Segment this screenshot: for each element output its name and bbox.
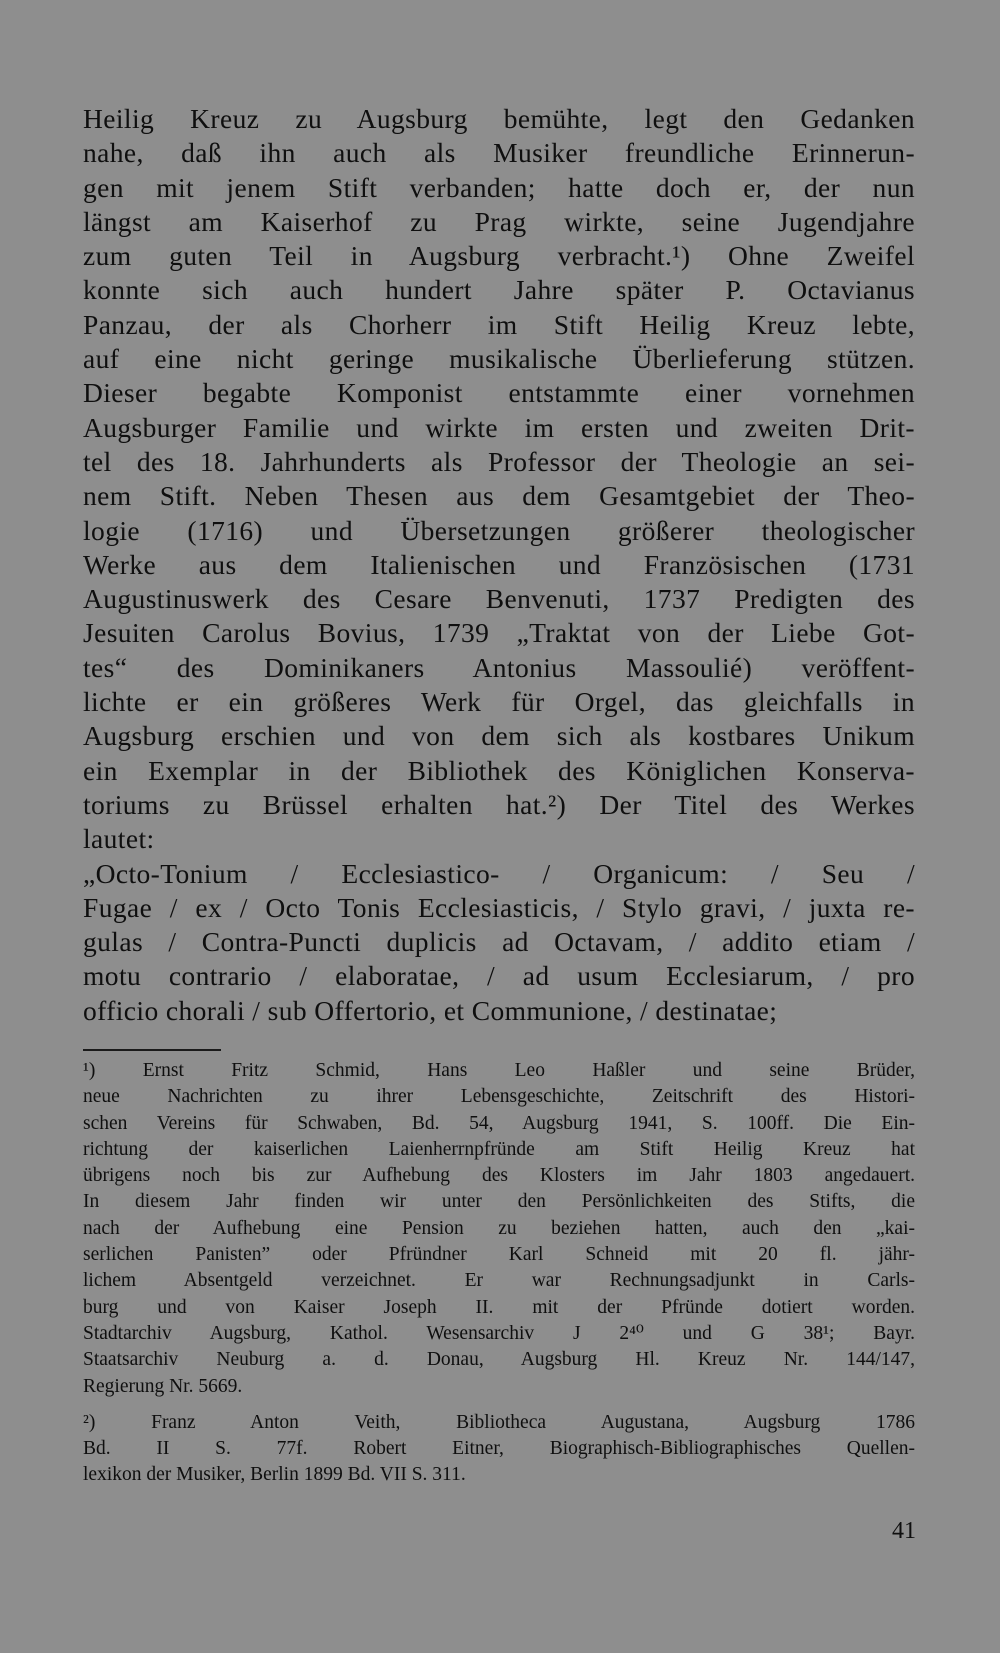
footnote-1-line: übrigens noch bis zur Aufhebung des Klosters im Jahr 1803 angedauert. [83, 1165, 915, 1187]
footnotes [83, 1058, 915, 1489]
body-text-line: auf eine nicht geringe musikalische Überlieferung stützen. [83, 343, 915, 375]
body-text-line: Fugae / ex / Octo Tonis Ecclesiasticis, / Stylo gravi, / juxta re- [83, 891, 915, 923]
body-text-line: tel des 18. Jahrhunderts als Professor der Theologie an sei- [83, 445, 915, 477]
footnote-1-line: richtung der kaiserlichen Laienherrnpfründe am Stift Heilig Kreuz hat [83, 1138, 915, 1160]
footnote-2-line: ²) Franz Anton Veith, Bibliotheca Augustana, Augsburg 1786 [83, 1411, 915, 1433]
body-text-line: motu contrario / elaboratae, / ad usum Ecclesiarum, / pro [83, 960, 915, 992]
body-text-line: lautet: [83, 823, 155, 855]
body-text [83, 102, 915, 1028]
footnote-1-line: Stadtarchiv Augsburg, Kathol. Wesensarchiv J 2⁴⁰ und G 38¹; Bayr. [83, 1322, 915, 1344]
body-text-line: logie (1716) und Übersetzungen größerer theologischer [83, 514, 915, 546]
footnote-2 [83, 1410, 915, 1489]
body-text-line: Augustinuswerk des Cesare Benvenuti, 1737 Predigten des [83, 583, 915, 615]
page-number: 41 [892, 1518, 916, 1544]
body-text-line: Dieser begabte Komponist entstammte einer vornehmen [83, 377, 915, 409]
footnote-2-line: Bd. II S. 77f. Robert Eitner, Biographisch-Bibliographisches Quellen- [83, 1438, 915, 1460]
body-text-line: „Octo-Tonium / Ecclesiastico- / Organicum: / Seu / [83, 857, 915, 889]
body-text-line: ein Exemplar in der Bibliothek des Königlichen Konserva- [83, 754, 915, 786]
body-text-line: toriums zu Brüssel erhalten hat.²) Der Titel des Werkes [83, 788, 915, 820]
body-text-line: nem Stift. Neben Thesen aus dem Gesamtgebiet der Theo- [83, 480, 915, 512]
body-text-line: Werke aus dem Italienischen und Französischen (1731 [83, 548, 915, 580]
body-text-line: nahe, daß ihn auch als Musiker freundliche Erinnerun- [83, 137, 915, 169]
body-text-line: gulas / Contra-Puncti duplicis ad Octavam, / addito etiam / [83, 926, 915, 958]
footnote-1-line: serlichen Panisten” oder Pfründner Karl Schneid mit 20 fl. jähr- [83, 1244, 915, 1266]
footnote-1-line: In diesem Jahr finden wir unter den Persönlichkeiten des Stifts, die [83, 1191, 915, 1213]
body-text-line: officio chorali / sub Offertorio, et Communione, / destinatae; [83, 994, 778, 1026]
body-text-line: Augsburger Familie und wirkte im ersten und zweiten Drit- [83, 411, 915, 443]
footnote-1-line: Regierung Nr. 5669. [83, 1375, 243, 1397]
body-text-line: längst am Kaiserhof zu Prag wirkte, seine Jugendjahre [83, 205, 915, 237]
footnote-1-line: Staatsarchiv Neuburg a. d. Donau, Augsburg Hl. Kreuz Nr. 144/147, [83, 1349, 915, 1371]
body-text-line: tes“ des Dominikaners Antonius Massoulié) veröffent- [83, 651, 915, 683]
footnote-1 [83, 1058, 915, 1400]
footnote-2-line: lexikon der Musiker, Berlin 1899 Bd. VII S. 311. [83, 1464, 466, 1486]
footnote-1-line: ¹) Ernst Fritz Schmid, Hans Leo Haßler und seine Brüder, [83, 1060, 915, 1081]
body-text-line: Augsburg erschien und von dem sich als kostbares Unikum [83, 720, 915, 752]
footnote-1-line: lichem Absentgeld verzeichnet. Er war Rechnungsadjunkt in Carls- [83, 1270, 915, 1292]
body-text-line: Jesuiten Carolus Bovius, 1739 „Traktat von der Liebe Got- [83, 617, 915, 649]
body-text-line: lichte er ein größeres Werk für Orgel, das gleichfalls in [83, 686, 915, 718]
footnote-1-line: neue Nachrichten zu ihrer Lebensgeschichte, Zeitschrift des Histori- [83, 1086, 915, 1108]
body-text-line: Panzau, der als Chorherr im Stift Heilig Kreuz lebte, [83, 308, 915, 340]
body-text-line: Heilig Kreuz zu Augsburg bemühte, legt den Gedanken [83, 103, 915, 134]
footnote-1-line: schen Vereins für Schwaben, Bd. 54, Augsburg 1941, S. 100ff. Die Ein- [83, 1112, 915, 1134]
footnote-gap [83, 1400, 915, 1410]
footnote-divider [83, 1049, 221, 1051]
footnote-1-line: nach der Aufhebung eine Pension zu beziehen hatten, auch den „kai- [83, 1217, 915, 1239]
footnote-1-line: burg und von Kaiser Joseph II. mit der Pfründe dotiert worden. [83, 1296, 915, 1318]
body-text-line: gen mit jenem Stift verbanden; hatte doch er, der nun [83, 171, 915, 203]
body-text-line: zum guten Teil in Augsburg verbracht.¹) Ohne Zweifel [83, 240, 915, 272]
body-text-line: konnte sich auch hundert Jahre später P. Octavianus [83, 274, 915, 306]
